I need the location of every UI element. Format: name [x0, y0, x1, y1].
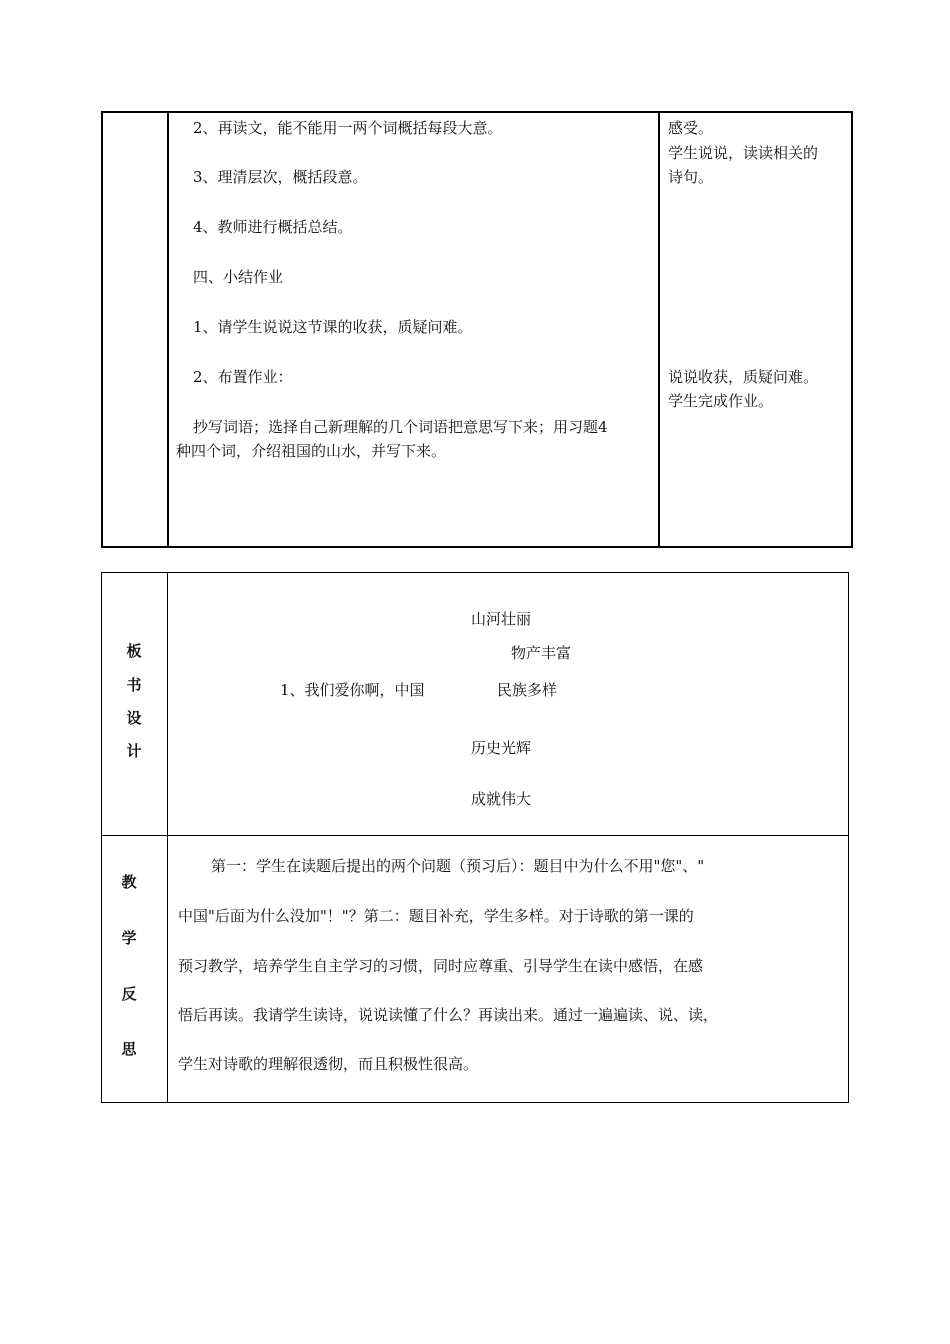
- board-item: 历史光辉: [471, 739, 532, 757]
- reflection-line: 第一：学生在读题后提出的两个问题（预习后）：题目中为什么不用"您"、": [211, 857, 705, 875]
- reflection-line: 预习教学，培养学生自主学习的习惯，同时应尊重、引导学生在读中感悟，在感: [178, 957, 704, 975]
- board-item: 物产丰富: [511, 644, 572, 662]
- homework-line: 种四个词，介绍祖国的山水，并写下来。: [176, 442, 447, 460]
- section-heading: 四、小结作业: [193, 268, 284, 286]
- table-divider: [101, 835, 849, 836]
- step-line: 2、再读文，能不能用一两个词概括每段大意。: [193, 119, 503, 137]
- board-item: 山河壮丽: [471, 610, 532, 628]
- activity-line: 感受。: [668, 119, 714, 137]
- step-line: 4、教师进行概括总结。: [193, 218, 353, 236]
- board-title: 1、我们爱你啊，中国: [280, 681, 425, 699]
- step-line: 2、布置作业：: [193, 368, 293, 386]
- reflection-line: 学生对诗歌的理解很透彻，而且积极性很高。: [178, 1055, 479, 1073]
- activity-line: 学生完成作业。: [668, 392, 774, 410]
- activity-line: 学生说说，读读相关的: [668, 144, 819, 162]
- activity-line: 诗句。: [668, 168, 714, 186]
- board-item: 成就伟大: [471, 790, 532, 808]
- board-item: 民族多样: [497, 681, 558, 699]
- table-divider: [167, 572, 168, 1103]
- table-divider: [658, 111, 660, 548]
- step-line: 3、理清层次，概括段意。: [193, 168, 368, 186]
- reflection-line: 悟后再读。我请学生读诗，说说读懂了什么？再读出来。通过一遍遍读、说、读，: [178, 1006, 719, 1024]
- reflection-line: 中国"后面为什么没加"！"？第二：题目补充，学生多样。对于诗歌的第一课的: [178, 907, 694, 925]
- activity-line: 说说收获，质疑问难。: [668, 368, 819, 386]
- step-line: 1、请学生说说这节课的收获，质疑问难。: [193, 318, 473, 336]
- homework-line: 抄写词语；选择自己新理解的几个词语把意思写下来；用习题4: [193, 418, 608, 436]
- table-divider: [167, 111, 169, 548]
